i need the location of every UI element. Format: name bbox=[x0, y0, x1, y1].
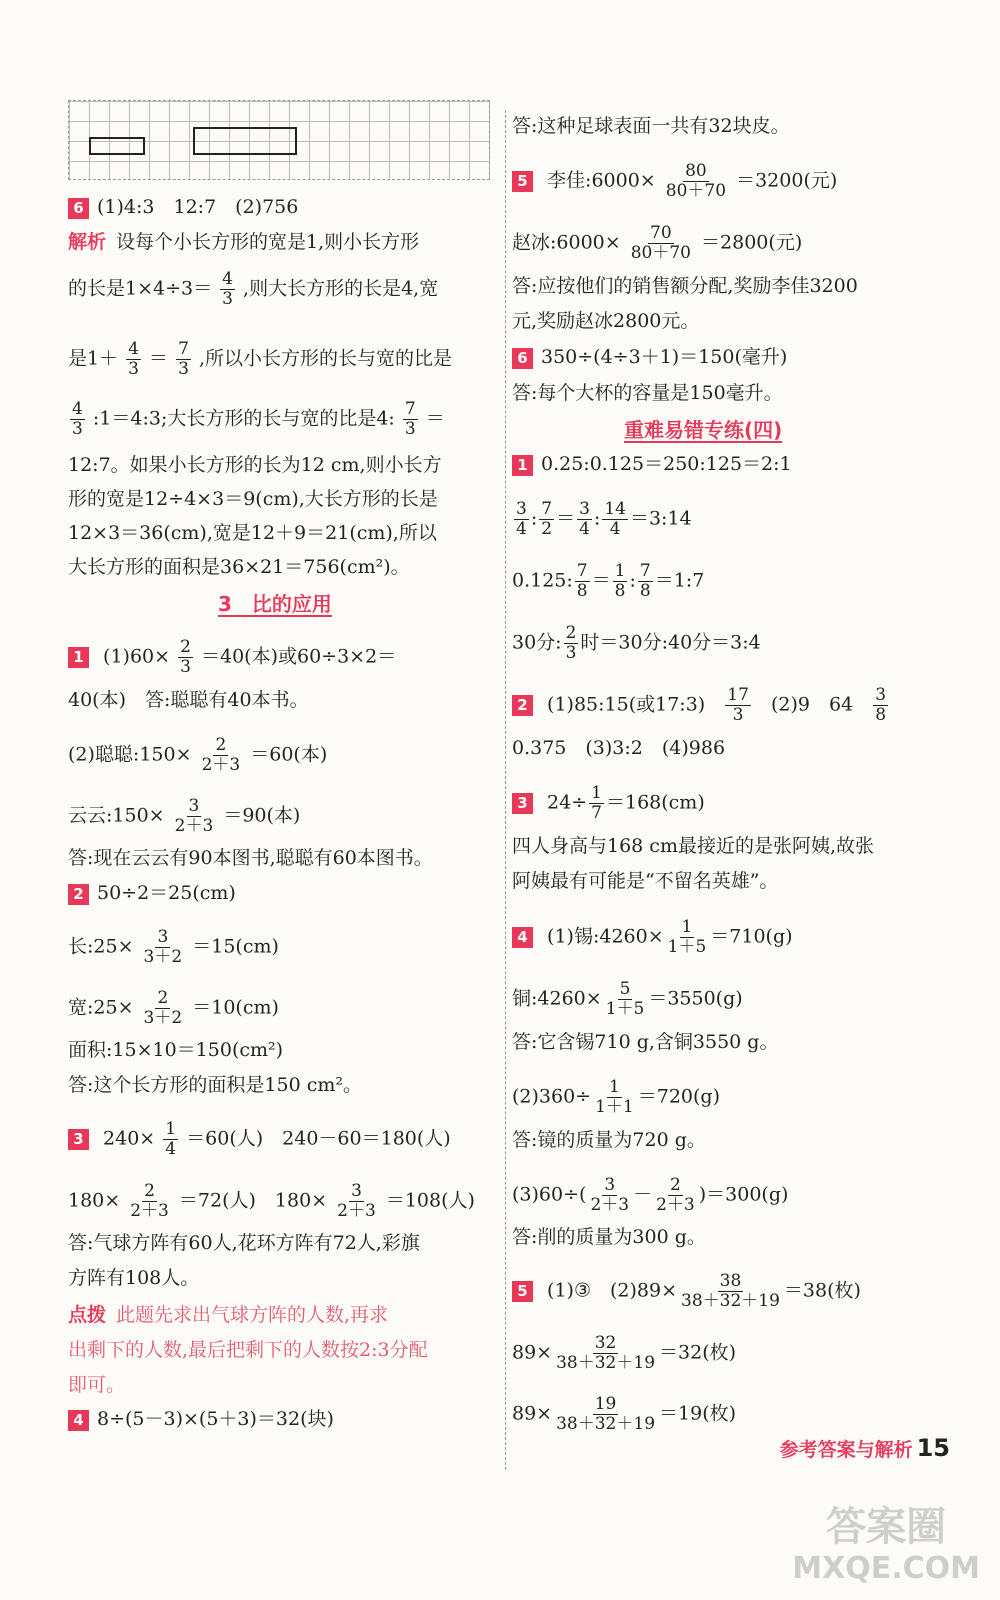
analysis-line: 大长方形的面积是36×21＝756(cm²)。 bbox=[68, 556, 410, 578]
q3-line: 3 240× $\frac{1}{4}$ ＝60(人) 240－60＝180(人) bbox=[68, 1120, 451, 1159]
fraction: $\frac{38}{38+32+19}$ bbox=[681, 1271, 780, 1311]
analysis-tag: 解析 bbox=[68, 231, 107, 253]
q2-line: 2 50÷2＝25(cm) bbox=[68, 881, 236, 905]
fraction: $\frac{3}{8}$ bbox=[875, 685, 887, 725]
q4-line: 4 8÷(5－3)×(5＋3)＝32(块) bbox=[68, 1407, 334, 1431]
page-footer bbox=[780, 1434, 950, 1462]
grid-figure bbox=[68, 100, 490, 180]
p1-line: $\frac{3}{4}$ : $\frac{7}{2}$ ＝ $\frac{3}{4}$ : $\frac{14}{4}$ ＝3:14 bbox=[516, 499, 692, 539]
fraction: $\frac{1}{4}$ bbox=[165, 1119, 177, 1159]
analysis-line: 12:7。如果小长方形的长为12 cm,则小长方 bbox=[68, 454, 442, 476]
question-badge: 1 bbox=[68, 647, 89, 668]
question-badge: 4 bbox=[512, 927, 533, 948]
fraction: $\frac{7}{2}$ bbox=[541, 499, 553, 539]
fraction: $\frac{7}{3}$ bbox=[178, 339, 189, 379]
q2-line: 答:这个长方形的面积是150 cm²。 bbox=[68, 1074, 362, 1096]
analysis-line: 是1＋ $\frac{4}{3}$ ＝ $\frac{7}{3}$ ,所以小长方形的长与宽的比是 bbox=[68, 339, 452, 379]
q5-line: 元,奖励赵冰2800元。 bbox=[512, 310, 700, 332]
answer-line: 答:这种足球表面一共有32块皮。 bbox=[512, 115, 790, 137]
fraction: $\frac{2}{2+3}$ bbox=[130, 1181, 169, 1221]
large-rectangle bbox=[193, 127, 297, 155]
fraction: $\frac{2}{2+3}$ bbox=[656, 1175, 695, 1215]
fraction: $\frac{4}{3}$ bbox=[72, 399, 83, 439]
fraction: $\frac{7}{8}$ bbox=[576, 561, 588, 601]
hint-line: 即可。 bbox=[68, 1374, 126, 1396]
p1-line: 30分: $\frac{2}{3}$ 时＝30分:40分＝3:4 bbox=[512, 623, 761, 663]
question-badge: 2 bbox=[512, 695, 533, 716]
fraction: $\frac{4}{3}$ bbox=[128, 339, 139, 379]
fraction: $\frac{14}{4}$ bbox=[604, 499, 626, 539]
q3-line: 答:气球方阵有60人,花环方阵有72人,彩旗 bbox=[68, 1232, 420, 1254]
q1-line: 答:现在云云有90本图书,聪聪有60本图书。 bbox=[68, 847, 433, 869]
question-badge: 6 bbox=[512, 348, 533, 369]
section-title: 3 比的应用 bbox=[218, 592, 332, 616]
fraction: $\frac{3}{4}$ bbox=[579, 499, 590, 539]
question-badge: 5 bbox=[512, 1281, 533, 1302]
fraction: $\frac{1}{8}$ bbox=[614, 561, 626, 601]
q3-line: 方阵有108人。 bbox=[68, 1267, 200, 1289]
q1-line: 1 (1)60× $\frac{2}{3}$ ＝40(本)或60÷3×2＝ bbox=[68, 638, 396, 677]
p4-line: (2)360÷ $\frac{1}{1+1}$ ＝720(g) bbox=[512, 1077, 721, 1117]
p3-line: 阿姨最有可能是“不留名英雄”。 bbox=[512, 870, 779, 892]
analysis-line: 的长是1×4÷3＝ $\frac{4}{3}$ ,则大长方形的长是4,宽 bbox=[68, 269, 439, 309]
fraction: $\frac{1}{7}$ bbox=[591, 783, 602, 823]
p1-line: 0.125: $\frac{7}{8}$ ＝ $\frac{1}{8}$ : $\frac{7}{8}$ ＝1:7 bbox=[512, 561, 705, 601]
small-rectangle bbox=[89, 137, 145, 155]
question-badge: 3 bbox=[512, 793, 533, 814]
q1-line: 40(本) 答:聪聪有40本书。 bbox=[68, 689, 309, 711]
q1-line: (2)聪聪:150× $\frac{2}{2+3}$ ＝60(本) bbox=[68, 735, 328, 775]
fraction: $\frac{5}{1+5}$ bbox=[605, 979, 645, 1019]
q2-line: 长:25× $\frac{3}{3+2}$ ＝15(cm) bbox=[68, 927, 279, 967]
fraction: $\frac{3}{3+2}$ bbox=[143, 927, 183, 967]
question-badge: 4 bbox=[68, 1410, 89, 1431]
p5-line: 89× $\frac{32}{38+32+19}$ ＝32(枚) bbox=[512, 1333, 737, 1373]
q5-line: 5 李佳:6000× $\frac{80}{80+70}$ ＝3200(元) bbox=[512, 162, 837, 201]
question-badge: 2 bbox=[68, 884, 89, 905]
fraction: $\frac{19}{38+32+19}$ bbox=[556, 1394, 656, 1434]
fraction: $\frac{4}{3}$ bbox=[222, 269, 233, 309]
question-badge: 6 bbox=[68, 198, 89, 219]
p5-line: 89× $\frac{19}{38+32+19}$ ＝19(枚) bbox=[512, 1394, 737, 1434]
fraction: $\frac{3}{2+3}$ bbox=[174, 796, 214, 836]
analysis-line: 12×3＝36(cm),宽是12＋9＝21(cm),所以 bbox=[68, 522, 437, 544]
fraction: $\frac{2}{2+3}$ bbox=[201, 735, 241, 775]
q1-line: 云云:150× $\frac{3}{2+3}$ ＝90(本) bbox=[68, 796, 301, 836]
q3-line: 180× $\frac{2}{2+3}$ ＝72(人) 180× $\frac{3}{2+3}$ ＝108(人) bbox=[68, 1181, 475, 1221]
fraction: $\frac{7}{8}$ bbox=[639, 561, 651, 601]
section-title: 重难易错专练(四) bbox=[624, 418, 783, 442]
p2-line: 2 (1)85:15(或17:3) $\frac{17}{3}$ (2)9 64 $\frac{3}{8}$ bbox=[512, 686, 890, 725]
p1-line: 1 0.25:0.125＝250:125＝2:1 bbox=[512, 452, 792, 476]
column-divider bbox=[505, 110, 506, 1470]
fraction: $\frac{3}{4}$ bbox=[516, 499, 527, 539]
q6-line: 6 350÷(4÷3＋1)＝150(毫升) bbox=[512, 345, 787, 369]
p4-line: 4 (1)锡:4260× $\frac{1}{1+5}$ ＝710(g) bbox=[512, 918, 793, 957]
analysis-line: 形的宽是12÷4×3＝9(cm),大长方形的长是 bbox=[68, 488, 438, 510]
p4-line: 答:削的质量为300 g。 bbox=[512, 1226, 706, 1248]
q5-line: 赵冰:6000× $\frac{70}{80+70}$ ＝2800(元) bbox=[512, 223, 803, 263]
fraction: $\frac{80}{80+70}$ bbox=[665, 161, 727, 201]
q5-line: 答:应按他们的销售额分配,奖励李佳3200 bbox=[512, 275, 858, 297]
analysis-line: 解析 设每个小长方形的宽是1,则小长方形 bbox=[68, 231, 420, 253]
fraction: $\frac{3}{2+3}$ bbox=[590, 1175, 630, 1215]
fraction: $\frac{70}{80+70}$ bbox=[630, 223, 691, 263]
q6-answer-line: 6 (1)4:3 12:7 (2)756 bbox=[68, 195, 298, 219]
footer-label: 参考答案与解析 bbox=[779, 1439, 913, 1461]
analysis-line: $\frac{4}{3}$ :1＝4:3;大长方形的长与宽的比是4: $\frac{7}{3}$ ＝ bbox=[72, 399, 445, 439]
q6-line: 答:每个大杯的容量是150毫升。 bbox=[512, 382, 783, 404]
hint-line: 点拨 此题先求出气球方阵的人数,再求 bbox=[68, 1304, 389, 1326]
p3-line: 3 24÷ $\frac{1}{7}$ ＝168(cm) bbox=[512, 784, 705, 823]
page-number: 15 bbox=[916, 1434, 950, 1462]
q2-line: 面积:15×10＝150(cm²) bbox=[68, 1039, 284, 1061]
fraction: $\frac{2}{3}$ bbox=[565, 623, 577, 663]
fraction: $\frac{1}{1+1}$ bbox=[595, 1077, 634, 1117]
p2-line: 0.375 (3)3:2 (4)986 bbox=[512, 737, 726, 759]
p4-line: (3)60÷( $\frac{3}{2+3}$ － $\frac{2}{2+3}$ )＝300(g) bbox=[512, 1175, 789, 1215]
hint-tag: 点拨 bbox=[68, 1304, 107, 1326]
fraction: $\frac{3}{2+3}$ bbox=[337, 1181, 376, 1221]
hint-line: 出剩下的人数,最后把剩下的人数按2:3分配 bbox=[68, 1339, 428, 1361]
question-badge: 3 bbox=[68, 1129, 89, 1150]
fraction: $\frac{7}{3}$ bbox=[404, 399, 416, 439]
question-badge: 5 bbox=[512, 171, 533, 192]
p4-line: 铜:4260× $\frac{5}{1+5}$ ＝3550(g) bbox=[512, 979, 743, 1019]
fraction: $\frac{32}{38+32+19}$ bbox=[556, 1333, 656, 1373]
watermark-logo: 答案圈 MXQE.COM bbox=[792, 1504, 980, 1586]
p3-line: 四人身高与168 cm最接近的是张阿姨,故张 bbox=[512, 835, 875, 857]
p4-line: 答:它含锡710 g,含铜3550 g。 bbox=[512, 1031, 779, 1053]
p5-line: 5 (1)③ (2)89× $\frac{38}{38+32+19}$ ＝38(枚) bbox=[512, 1272, 861, 1311]
fraction: $\frac{2}{3}$ bbox=[180, 637, 191, 677]
q2-line: 宽:25× $\frac{2}{3+2}$ ＝10(cm) bbox=[68, 988, 279, 1028]
fraction: $\frac{1}{1+5}$ bbox=[667, 917, 707, 957]
fraction: $\frac{2}{3+2}$ bbox=[143, 988, 183, 1028]
fraction: $\frac{17}{3}$ bbox=[727, 685, 749, 725]
question-badge: 1 bbox=[512, 455, 533, 476]
p4-line: 答:镜的质量为720 g。 bbox=[512, 1129, 706, 1151]
